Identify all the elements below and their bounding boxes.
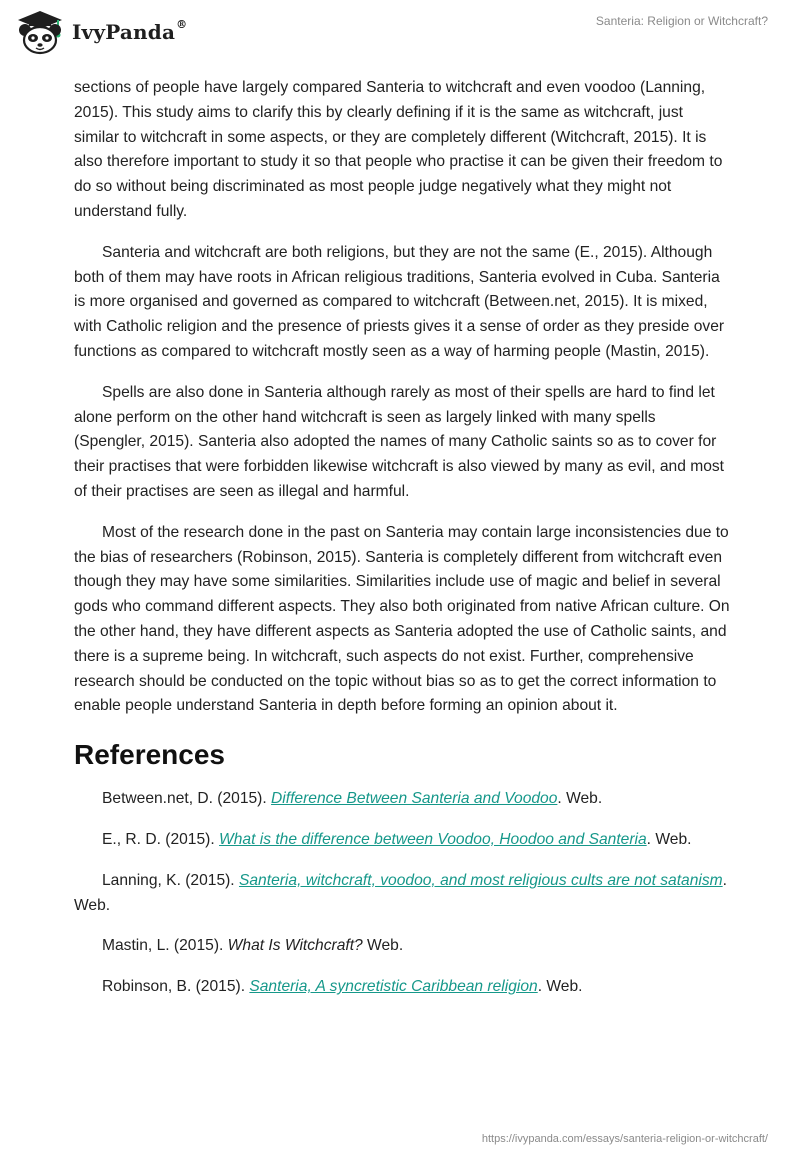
reference-item: Robinson, B. (2015). Santeria, A syncretistic Caribbean religion. Web.	[102, 978, 583, 996]
reference-link[interactable]: Santeria, witchcraft, voodoo, and most religious cults are not satanism	[238, 871, 723, 889]
essay-body	[74, 76, 730, 1016]
reference-link[interactable]: Santeria, A syncretistic Caribbean religion	[249, 978, 538, 996]
reference-item: E., R. D. (2015). What is the difference between Voodoo, Hoodoo and Santeria. Web.	[102, 830, 692, 848]
reference-item: Lanning, K. (2015). Santeria, witchcraft, voodoo, and most religious cults are not satanism. Web.	[74, 871, 727, 914]
references-heading: References	[74, 739, 225, 771]
reference-item: Mastin, L. (2015). What Is Witchcraft? Web.	[102, 937, 404, 955]
ivypanda-logo[interactable]	[14, 8, 187, 56]
paragraph: Santeria and witchcraft are both religions, but they are not the same (E., 2015). Although both of them may have roots in African religious traditions, Santeria evolved in Cuba. Santeria is more organised and governed as compared to witchcraft (Between.net, 2015). It is mixed, with Catholic religion and the presence of priests gives it a sense of order as they preside over functions as compared to witchcraft mostly seen as a way of harming people (Mastin, 2015).	[74, 243, 725, 360]
panda-graduate-icon	[14, 8, 66, 56]
document-title: Santeria: Religion or Witchcraft?	[595, 14, 768, 28]
brand-name: IvyPanda®	[72, 18, 188, 44]
paragraph: Spells are also done in Santeria although rarely as most of their spells are hard to find let alone perform on the other hand witchcraft is seen as largely linked with many spells (Spengler, 2015). Santeria also adopted the names of many Catholic saints so as to cover for their practises that were forbidden likewise witchcraft is also viewed by many as evil, and most of their practises are seen as illegal and harmful.	[74, 383, 725, 500]
reference-title: What Is Witchcraft?	[227, 937, 363, 955]
page-header	[0, 0, 800, 70]
paragraph: Most of the research done in the past on Santeria may contain large inconsistencies due to the bias of researchers (Robinson, 2015). Santeria is completely different from witchcraft even though they may have some similarities. Similarities include use of magic and belief in several gods who command different aspects. They also both originated from native African culture. On the other hand, they have different aspects as Santeria adopted the use of Catholic saints, and there is a supreme being. In witchcraft, such aspects do not exist. Further, comprehensive research should be conducted on the topic without bias so as to get the correct information to enable people understand Santeria in depth before forming an opinion about it.	[74, 523, 730, 715]
paragraph: sections of people have largely compared Santeria to witchcraft and even voodoo (Lanning, 2015). This study aims to clarify this by clearly defining if it is the same as witchcraft, just similar to witchcraft in some aspects, or they are completely different (Witchcraft, 2015). It is also therefore important to study it so that people who practise it can be given their freedom to do so without being discriminated as most people judge negatively what they might not understand fully.	[74, 79, 723, 220]
reference-link[interactable]: What is the difference between Voodoo, Hoodoo and Santeria	[219, 830, 647, 848]
source-url: https://ivypanda.com/essays/santeria-religion-or-witchcraft/	[481, 1133, 768, 1145]
reference-item: Between.net, D. (2015). Difference Between Santeria and Voodoo. Web.	[102, 790, 603, 808]
reference-link[interactable]: Difference Between Santeria and Voodoo	[271, 790, 558, 808]
